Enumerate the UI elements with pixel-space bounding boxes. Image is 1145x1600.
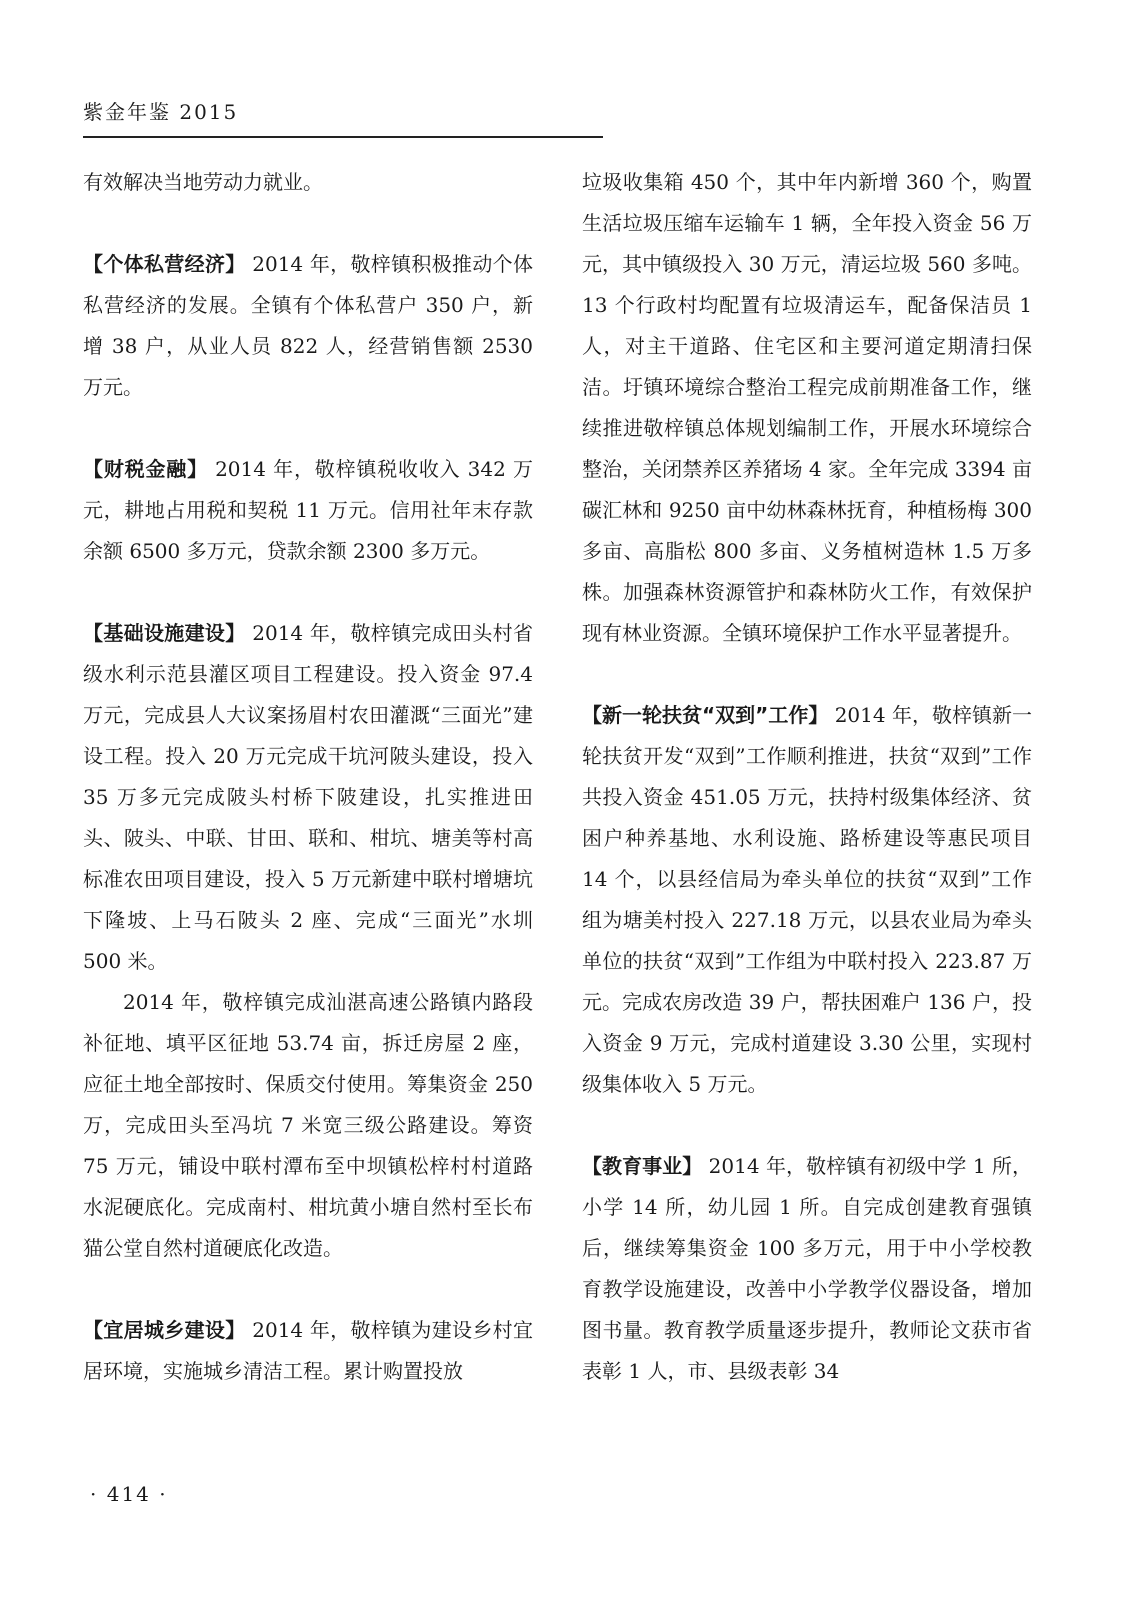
section-infrastructure-continuation: 2014 年，敬梓镇完成汕湛高速公路镇内路段补征地、填平区征地 53.74 亩，拆迁房屋 2 座，应征土地全部按时、保质交付使用。筹集资金 250 万，完成田头至冯坑 7 米宽三级公路建设。筹资 75 万元，铺设中联村潭布至中坝镇松梓村村道路水泥硬底化。完成南村、柑坑黄小塘自然村至长布猫公堂自然村道硬底化改造。 <box>83 990 533 1260</box>
running-title: 紫金年鉴 2015 <box>83 100 239 124</box>
section-body: 2014 年，敬梓镇税收收入 342 万元，耕地占用税和契税 11 万元。信用社年末存款余额 6500 多万元，贷款余额 2300 多万元。 <box>83 457 533 563</box>
section-body: 2014 年，敬梓镇为建设乡村宜居环境，实施城乡清洁工程。累计购置投放 <box>83 1318 534 1383</box>
section-heading: 【财税金融】 <box>83 457 208 481</box>
section-heading: 【教育事业】 <box>582 1154 703 1178</box>
section-heading: 【基础设施建设】 <box>83 621 246 645</box>
header-rule <box>83 136 603 138</box>
section-body: 2014 年，敬梓镇完成田头村省级水利示范县灌区项目工程建设。投入资金 97.4 万元，完成县人大议案扬眉村农田灌溉“三面光”建设工程。投入 20 万元完成干坑河陂头建设，投入 35 万多元完成陂头村桥下陂建设，扎实推进田头、陂头、中联、甘田、联和、柑坑、塘美等村高标准农田项目建设，投入 5 万元新建中联村增塘坑下隆坡、上马石陂头 2 座、完成“三面光”水圳 500 米。 <box>83 621 534 973</box>
section-heading: 【宜居城乡建设】 <box>83 1318 246 1342</box>
section-heading: 【个体私营经济】 <box>83 252 246 276</box>
section-body: 2014 年，敬梓镇积极推动个体私营经济的发展。全镇有个体私营户 350 户，新增 38 户，从业人员 822 人，经营销售额 2530 万元。 <box>83 252 534 399</box>
left-carry-over-text: 有效解决当地劳动力就业。 <box>83 170 323 194</box>
section-infrastructure <box>83 613 533 982</box>
section-poverty-alleviation <box>582 695 1032 1105</box>
left-column <box>83 162 533 1392</box>
section-finance-tax <box>83 449 533 572</box>
section-heading: 【新一轮扶贫“双到”工作】 <box>582 703 829 727</box>
section-livable-construction <box>83 1310 533 1392</box>
section-education <box>582 1146 1032 1392</box>
section-private-economy <box>83 244 533 408</box>
section-body: 2014 年，敬梓镇有初级中学 1 所，小学 14 所，幼儿园 1 所。自完成创建教育强镇后，继续筹集资金 100 多万元，用于中小学校教育教学设施建设，改善中小学教学仪器设备，增加图书量。教育教学质量逐步提升，教师论文获市省表彰 1 人，市、县级表彰 34 <box>582 1154 1033 1383</box>
page-number: · 414 · <box>90 1482 168 1506</box>
right-carry-over-text: 垃圾收集箱 450 个，其中年内新增 360 个，购置生活垃圾压缩车运输车 1 辆，全年投入资金 56 万元，其中镇级投入 30 万元，清运垃圾 560 多吨。13 个行政村均配置有垃圾清运车，配备保洁员 1 人，对主干道路、住宅区和主要河道定期清扫保洁。圩镇环境综合整治工程完成前期准备工作，继续推进敬梓镇总体规划编制工作，开展水环境综合整治，关闭禁养区养猪场 4 家。全年完成 3394 亩碳汇林和 9250 亩中幼林森林抚育，种植杨梅 300 多亩、高脂松 800 多亩、义务植树造林 1.5 万多株。加强森林资源管护和森林防火工作，有效保护现有林业资源。全镇环境保护工作水平显著提升。 <box>582 170 1032 645</box>
right-column <box>582 162 1032 1392</box>
section-body: 2014 年，敬梓镇新一轮扶贫开发“双到”工作顺利推进，扶贫“双到”工作共投入资金 451.05 万元，扶持村级集体经济、贫困户种养基地、水利设施、路桥建设等惠民项目 14 个，以县经信局为牵头单位的扶贫“双到”工作组为塘美村投入 227.18 万元，以县农业局为牵头单位的扶贫“双到”工作组为中联村投入 223.87 万元。完成农房改造 39 户，帮扶困难户 136 户，投入资金 9 万元，完成村道建设 3.30 公里，实现村级集体收入 5 万元。 <box>582 703 1032 1096</box>
